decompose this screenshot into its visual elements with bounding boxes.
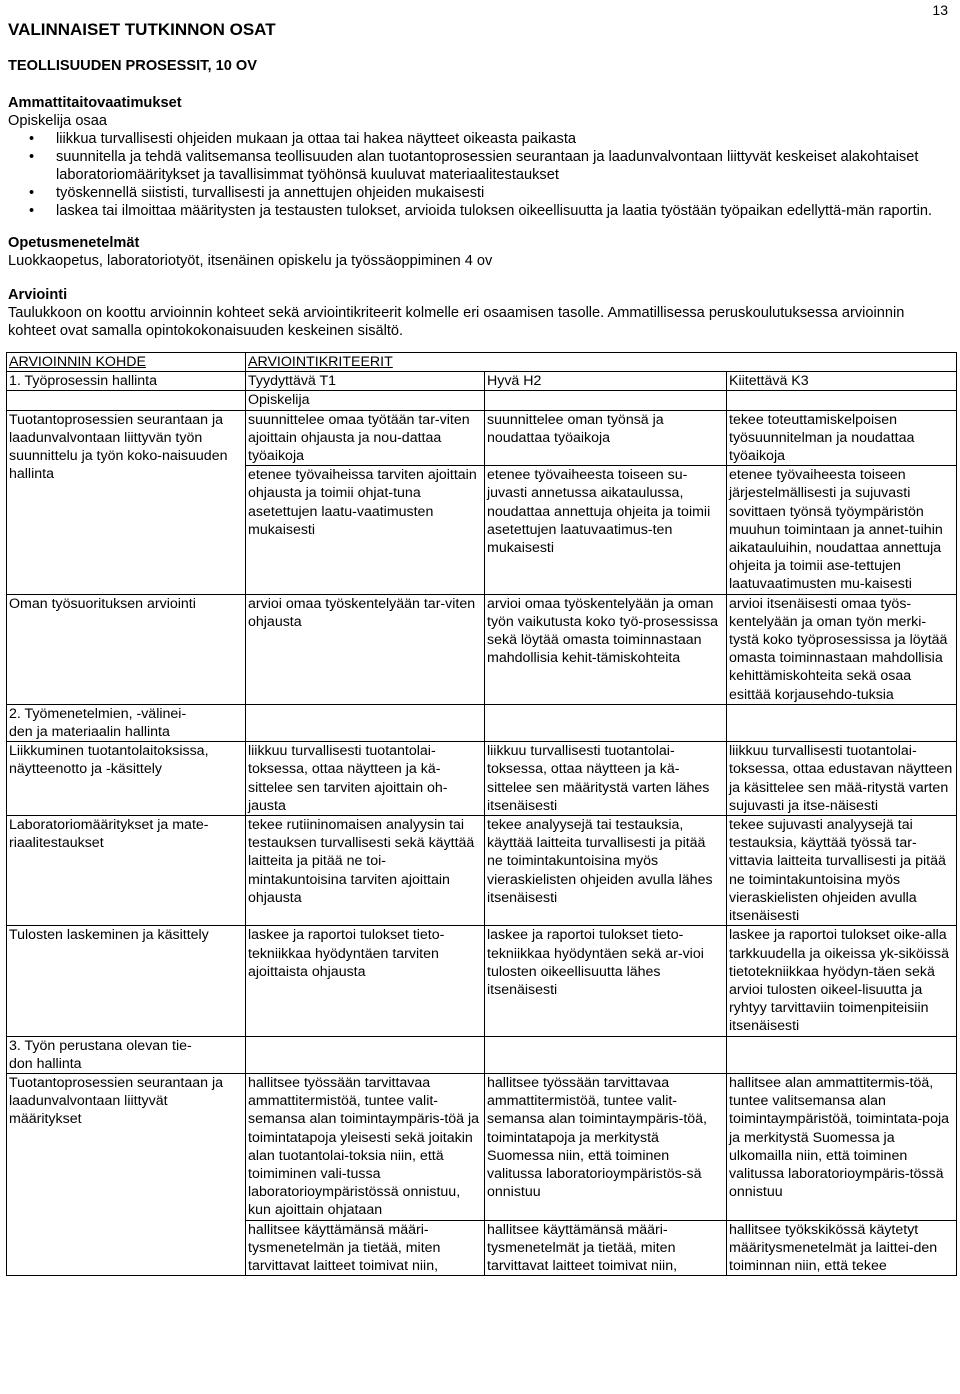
table-row <box>7 926 957 1036</box>
criteria-cell: tekee analyysejä tai testauksia, käyttää laitteita turvallisesti ja pitää ne toimintakuntoisina myös vieraskielisten ohjeiden avulla lähes itsenäisesti <box>485 816 727 926</box>
section-title: 1. Työprosessin hallinta <box>7 372 246 391</box>
methods-heading: Opetusmenetelmät <box>8 235 140 251</box>
level-t1: Tyydyttävä T1 <box>246 372 485 391</box>
criteria-cell: suunnittelee omaa työtään tar-viten ajoittain ohjausta ja nou-dattaa työaikoja <box>246 410 485 466</box>
section-title: 2. Työmenetelmien, -välinei- den ja materiaalin hallinta <box>7 704 246 741</box>
criteria-cell: hallitsee alan ammattitermis-töä, tuntee valitsemansa alan toimintaympäristöä, toimintata-poja ja merkitystä Suomessa ja ulkomailla niin, että toiminen valitussa laboratorioympäris-tössä onnistuu <box>727 1073 957 1220</box>
criteria-table <box>6 352 957 1276</box>
criteria-cell: laskee ja raportoi tulokset oike-alla tarkkuudella ja oikeissa yk-siköissä tietotekniikkaa hyödyn-täen sekä arvioi tulosten oikeel-lisuutta ja ryhtyy tarvittaviin toimenpiteisiin itsenäisesti <box>727 926 957 1036</box>
document-body <box>8 16 954 1276</box>
level-h2: Hyvä H2 <box>485 372 727 391</box>
table-row <box>7 594 957 704</box>
criteria-cell: etenee työvaiheissa tarviten ajoittain ohjausta ja toimii ohjat-tuna asetettujen laatu-vaatimusten mukaisesti <box>246 466 485 594</box>
criteria-cell: tekee toteuttamiskelpoisen työsuunnitelman ja noudattaa työaikoja <box>727 410 957 466</box>
assessment-text: Taulukkoon on koottu arvioinnin kohteet sekä arviointikriteerit kolmelle eri osaamisen tasolle. Ammatillisessa peruskoulutuksessa arvioinnin kohteet ovat samalla opintokokonaisuuden keskeinen sisältö. <box>8 305 905 339</box>
table-row <box>7 1073 957 1220</box>
target-cell: Tuotantoprosessien seurantaan ja laadunvalvontaan liittyvän työn suunnittelu ja työn koko-naisuuden hallinta <box>7 410 246 594</box>
section-title: 3. Työn perustana olevan tie- don hallinta <box>7 1036 246 1073</box>
target-cell: Tulosten laskeminen ja käsittely <box>7 926 246 1036</box>
bullet-icon: • <box>29 203 35 219</box>
requirements-list <box>8 130 954 220</box>
page-title: VALINNAISET TUTKINNON OSAT <box>8 20 276 39</box>
target-cell: Laboratoriomääritykset ja mate-riaalitestaukset <box>7 816 246 926</box>
criteria-cell: arvioi omaa työskentelyään tar-viten ohjausta <box>246 594 485 704</box>
table-row <box>7 410 957 466</box>
criteria-cell: hallitsee työkskikössä käytetyt määritysmenetelmät ja laittei-den toiminnan niin, että tekee <box>727 1220 957 1276</box>
criteria-cell: arvioi omaa työskentelyään ja oman työn vaikutusta koko työ-prosessissa sekä löytää omasta toiminnastaan mahdollisia kehit-tämiskohteita <box>485 594 727 704</box>
criteria-cell: laskee ja raportoi tulokset tieto-tekniikkaa hyödyntäen tarviten ajoittaista ohjausta <box>246 926 485 1036</box>
criteria-cell: tekee rutiininomaisen analyysin tai testauksen turvallisesti sekä käyttää laitteita ja pitää ne toi-mintakuntoisina tarviten ajoittain ohjausta <box>246 816 485 926</box>
list-item: • työskennellä siististi, turvallisesti ja annettujen ohjeiden mukaisesti <box>29 185 485 201</box>
methods-text: Luokkaopetus, laboratoriotyöt, itsenäinen opiskelu ja työssäoppiminen 4 ov <box>8 253 493 269</box>
criteria-cell: hallitsee työssään tarvittavaa ammattitermistöä, tuntee valit-semansa alan toimintaympäris-töä, toimintatapoja ja merkitystä Suomessa niin, että toiminen valitussa laboratorioympäristös-sä onnistuu <box>485 1073 727 1220</box>
criteria-cell: hallitsee käyttämänsä määri-tysmenetelmät ja tietää, miten tarvittavat laitteet toimivat niin, <box>485 1220 727 1276</box>
criteria-cell: suunnittelee oman työnsä ja noudattaa työaikoja <box>485 410 727 466</box>
criteria-cell: etenee työvaiheesta toiseen su-juvasti annetussa aikataulussa, noudattaa annettuja ohjeita ja toimii asetettujen laatuvaatimus-ten mukaisesti <box>485 466 727 594</box>
header-criteria: ARVIOINTIKRITEERIT <box>246 353 957 372</box>
list-item: • liikkua turvallisesti ohjeiden mukaan ja ottaa tai hakea näytteet oikeasta paikasta <box>29 131 577 147</box>
criteria-cell: tekee sujuvasti analyysejä tai testauksia, käyttää työssä tar-vittavia laitteita turvallisesti ja pitää ne toimintakuntoisina myös vieraskielisten ohjeiden avulla itsenäisesti <box>727 816 957 926</box>
table-row <box>7 816 957 926</box>
table-row <box>7 372 957 391</box>
criteria-cell: hallitsee käyttämänsä määri-tysmenetelmän ja tietää, miten tarvittavat laitteet toimivat niin, <box>246 1220 485 1276</box>
page-number: 13 <box>932 2 948 18</box>
bullet-icon: • <box>29 131 35 147</box>
target-cell: Oman työsuorituksen arviointi <box>7 594 246 704</box>
criteria-cell: liikkuu turvallisesti tuotantolai-toksessa, ottaa näytteen ja kä-sittelee sen määritystä varten lähes itsenäisesti <box>485 742 727 816</box>
criteria-cell: etenee työvaiheesta toiseen järjestelmällisesti ja sujuvasti sovittaen työnsä työympäristön muuhun toimintaan ja annet-tuihin aikatauluihin, noudattaa annettuja ohjeita ja toimii ase-tettujen laatuvaatimusten mu-kaisesti <box>727 466 957 594</box>
table-row <box>7 391 957 410</box>
list-item: • laskea tai ilmoittaa määritysten ja testausten tulokset, arvioida tuloksen oikeellisuutta ja laatia työstään työpaikan edellyttä-män raportin. <box>29 203 933 219</box>
level-k3: Kiitettävä K3 <box>727 372 957 391</box>
header-target: ARVIOINNIN KOHDE <box>7 353 246 372</box>
table-row <box>7 742 957 816</box>
requirements-heading: Ammattitaitovaatimukset <box>8 95 182 111</box>
table-row <box>7 353 957 372</box>
bullet-icon: • <box>29 149 35 165</box>
module-title: TEOLLISUUDEN PROSESSIT, 10 OV <box>8 58 257 74</box>
target-cell: Liikkuminen tuotantolaitoksissa, näytteenotto ja -käsittely <box>7 742 246 816</box>
student-label: Opiskelija <box>246 391 485 410</box>
table-row <box>7 1036 957 1073</box>
bullet-icon: • <box>29 185 35 201</box>
target-cell: Tuotantoprosessien seurantaan ja laadunvalvontaan liittyvät määritykset <box>7 1073 246 1275</box>
criteria-cell: laskee ja raportoi tulokset tieto-tekniikkaa hyödyntäen sekä ar-vioi tulosten oikeellisuutta lähes itsenäisesti <box>485 926 727 1036</box>
criteria-cell: liikkuu turvallisesti tuotantolai-toksessa, ottaa näytteen ja kä-sittelee sen tarviten ajoittain oh-jausta <box>246 742 485 816</box>
requirements-intro: Opiskelija osaa <box>8 113 107 129</box>
table-row <box>7 704 957 741</box>
list-item: • suunnitella ja tehdä valitsemansa teollisuuden alan tuotantoprosessien seurantaan ja laadunvalvontaan liittyvät keskeiset alakohtaiset laboratoriomääritykset ja tavallisimmat työhönsä kuuluvat materiaalitestaukset <box>29 149 919 183</box>
criteria-cell: liikkuu turvallisesti tuotantolai-toksessa, ottaa edustavan näytteen ja käsittelee sen mää-ritystä varten sujuvasti ja itse-näisesti <box>727 742 957 816</box>
criteria-cell: arvioi itsenäisesti omaa työs-kentelyään ja oman työn merki-tystä koko työprosessissa ja löytää omasta toiminnastaan mahdollisia kehittämiskohteita sekä osaa esittää korjausehdo-tuksia <box>727 594 957 704</box>
criteria-cell: hallitsee työssään tarvittavaa ammattitermistöä, tuntee valit-semansa alan toimintaympäris-töä ja toimintatapoja yleisesti sekä joitakin alan tuotantolai-toksia niin, että toimiminen vali-tussa laboratorioympäristössä onnistuu, kun ajoittain ohjataan <box>246 1073 485 1220</box>
assessment-heading: Arviointi <box>8 287 68 303</box>
